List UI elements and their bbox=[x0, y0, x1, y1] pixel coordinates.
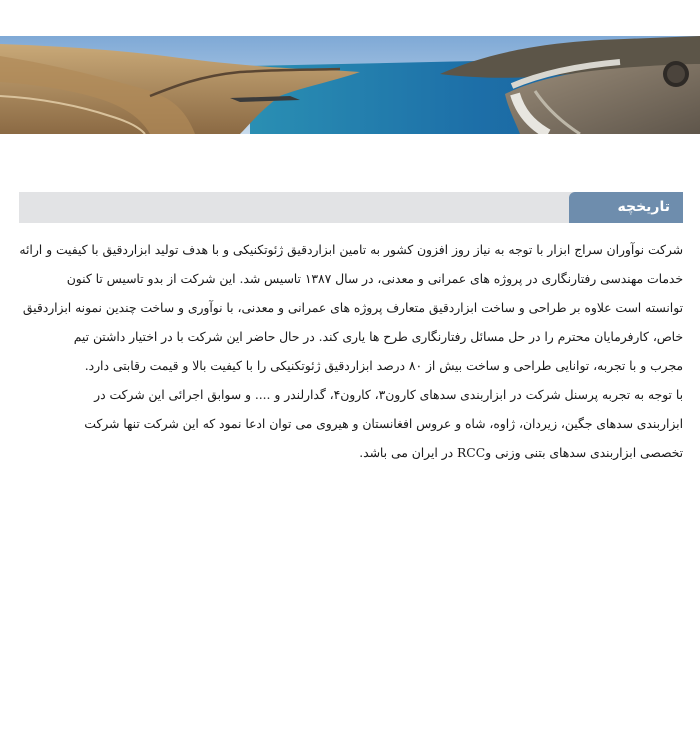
history-line: خدمات مهندسی رفتارنگاری در پروژه های عمرانی و معدنی، در سال ۱۳۸۷ تاسیس شد. این شرکت از بدو تاسیس تا کنون bbox=[66, 272, 683, 286]
history-line: مجرب و با تجربه، توانایی طراحی و ساخت بیش از ۸۰ درصد ابزاردقیق ژئوتکنیکی را با کیفیت بالا و قیمت رقابتی دارد. bbox=[84, 359, 683, 373]
history-line: تخصصی ابزاربندی سدهای بتنی وزنی وRCC در ایران می باشد. bbox=[359, 446, 683, 460]
header-banner-image bbox=[0, 36, 700, 134]
section-header-bar bbox=[19, 192, 683, 223]
history-line: ابزاربندی سدهای جگین، زیردان، ژاوه، شاه و عروس افغانستان و هیروی می توان ادعا نمود که این شرکت تنها شرکت bbox=[84, 417, 683, 431]
history-line: توانسته است علاوه بر طراحی و ساخت ابزاردقیق متعارف پروژه های عمرانی و معدنی، با نوآوری و ساخت چندین نمونه ابزاردقیق bbox=[22, 301, 683, 315]
history-paragraph bbox=[19, 236, 683, 468]
section-title-tab: تاریخچه bbox=[569, 192, 683, 223]
history-line: شرکت نوآوران سراج ابزار با توجه به نیاز روز افزون کشور به تامین ابزاردقیق ژئوتکنیکی و با هدف تولید ابزاردقیق با کیفیت و ارائه bbox=[19, 243, 683, 257]
history-line: خاص، کارفرمایان محترم را در حل مسائل رفتارنگاری طرح ها یاری کند. در حال حاضر این شرکت با در اختیار داشتن تیم bbox=[73, 330, 683, 344]
history-line: با توجه به تجربه پرسنل شرکت در ابزاربندی سدهای کارون۳، کارون۴، گدارلندر و .... و سوابق اجرائی این شرکت در bbox=[94, 388, 683, 402]
